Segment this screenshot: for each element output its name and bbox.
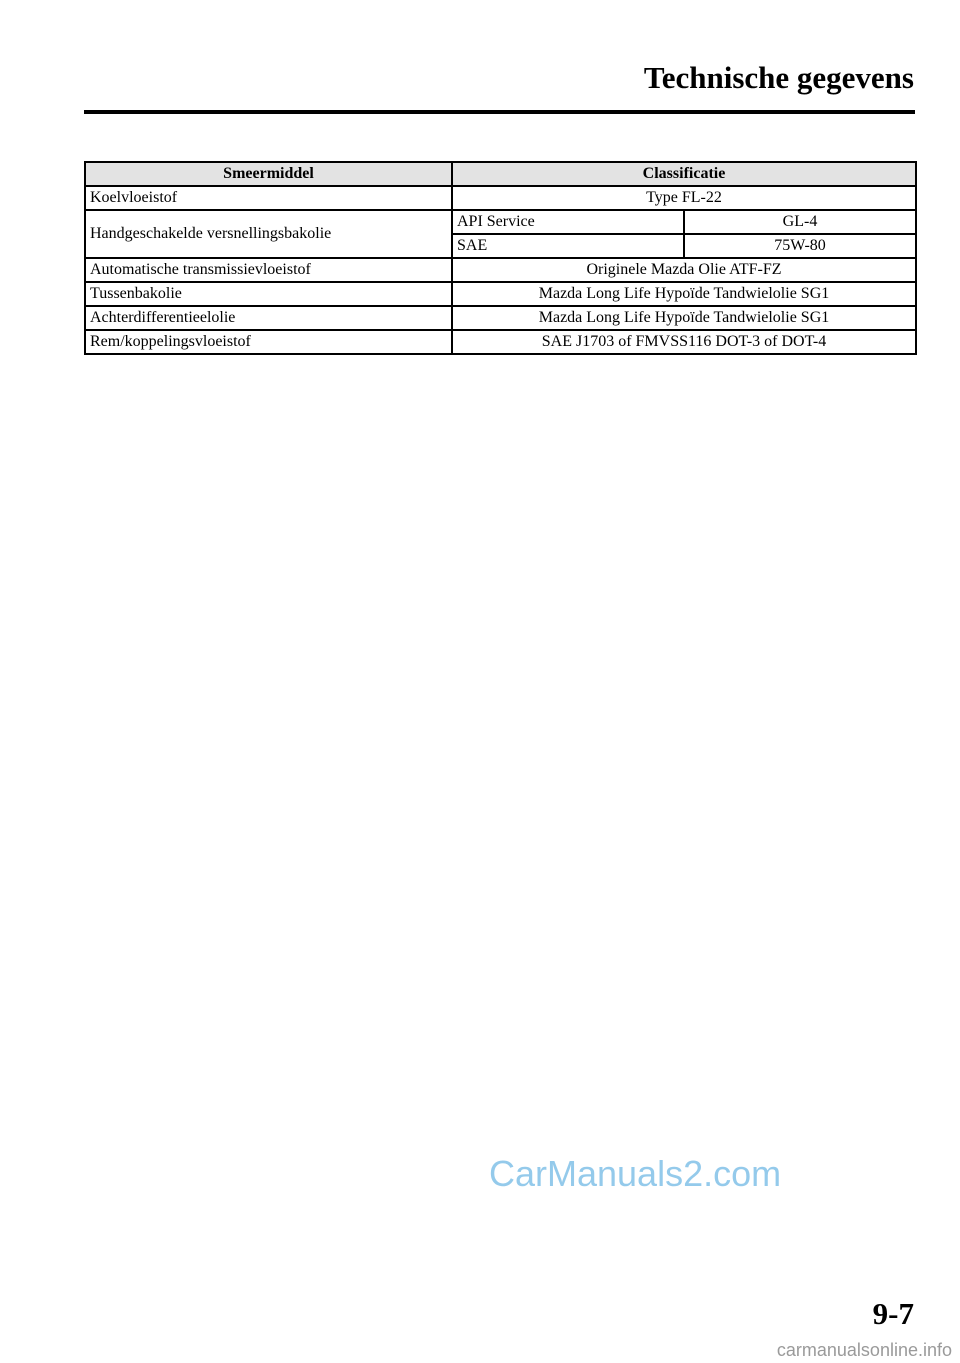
title-rule [84,110,915,114]
lubricant-cell: Koelvloeistof [85,186,452,210]
sub-value-cell: 75W-80 [684,234,916,258]
table-row [85,330,916,354]
classification-cell: Mazda Long Life Hypoïde Tandwielolie SG1 [452,306,916,330]
table-row [85,306,916,330]
lubricant-cell: Automatische transmissievloeistof [85,258,452,282]
page-number: 9-7 [872,1296,914,1331]
classification-cell: Mazda Long Life Hypoïde Tandwielolie SG1 [452,282,916,306]
watermark-logo: CarManuals2.com [489,1153,782,1194]
site-watermark: carmanualsonline.info [776,1340,952,1360]
sub-label-cell: API Service [452,210,684,234]
lubricant-specification-table [84,161,917,355]
table-row [85,186,916,210]
lubricant-cell: Handgeschakelde versnellingsbakolie [85,210,452,258]
table-row [85,258,916,282]
classification-cell: Type FL-22 [452,186,916,210]
classification-cell: SAE J1703 of FMVSS116 DOT-3 of DOT-4 [452,330,916,354]
sub-value-cell: GL-4 [684,210,916,234]
table-row [85,210,916,234]
lubricant-cell: Tussenbakolie [85,282,452,306]
lubricant-cell: Rem/koppelingsvloeistof [85,330,452,354]
table-row [85,282,916,306]
header-lubricant: Smeermiddel [85,162,452,186]
lubricant-cell: Achterdifferentieelolie [85,306,452,330]
sub-label-cell: SAE [452,234,684,258]
table-header-row [85,162,916,186]
page-title: Technische gegevens [643,60,914,95]
header-classification: Classificatie [452,162,916,186]
classification-cell: Originele Mazda Olie ATF-FZ [452,258,916,282]
